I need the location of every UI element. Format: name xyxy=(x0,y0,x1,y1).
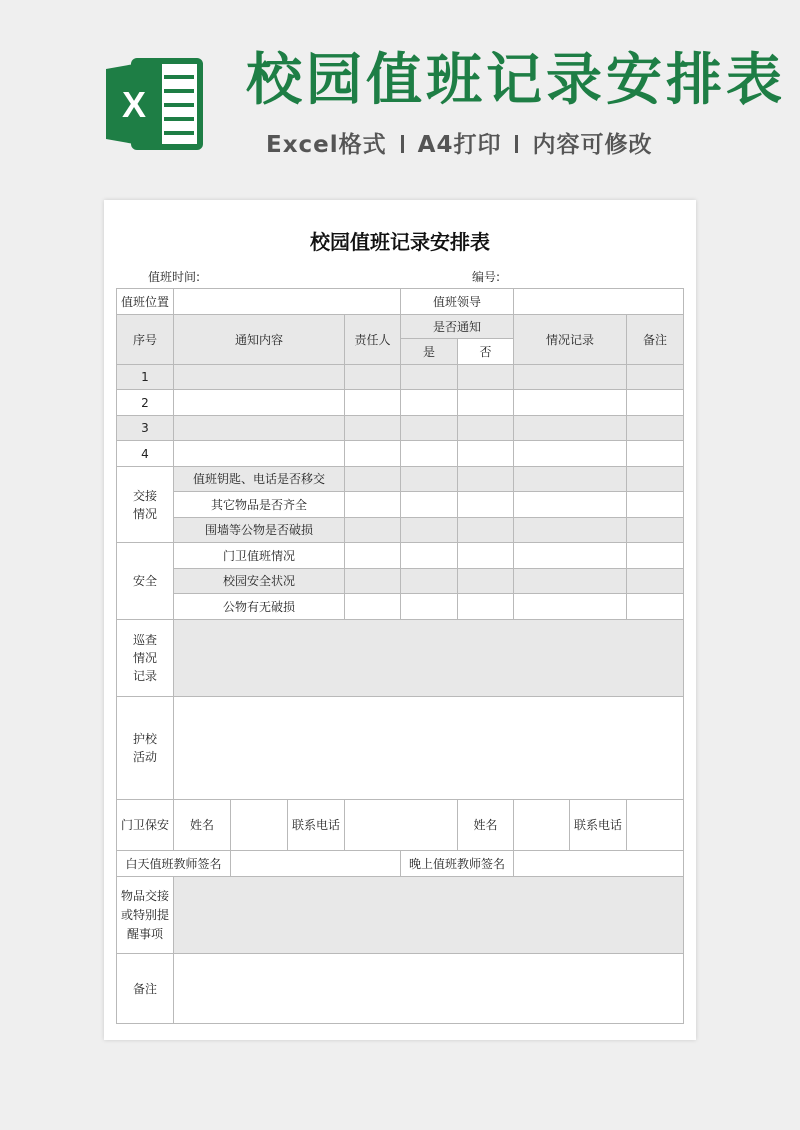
no-cell[interactable] xyxy=(458,543,514,569)
header-no: 否 xyxy=(458,339,514,365)
editable-tag: 内容可修改 xyxy=(532,132,653,158)
security-phone-label: 联系电话 xyxy=(288,800,345,851)
yes-cell[interactable] xyxy=(401,390,458,416)
document-title: 校园值班记录安排表 xyxy=(310,230,490,254)
yes-cell[interactable] xyxy=(401,365,458,390)
seq-cell: 4 xyxy=(117,441,174,467)
yes-cell[interactable] xyxy=(401,594,458,620)
owner-cell[interactable] xyxy=(345,569,401,594)
print-tag: A4打印 xyxy=(417,132,502,158)
yes-cell[interactable] xyxy=(401,441,458,467)
security-name-label: 姓名 xyxy=(174,800,231,851)
content-cell[interactable] xyxy=(174,441,345,467)
leader-label: 值班领导 xyxy=(401,289,514,315)
no-cell[interactable] xyxy=(458,441,514,467)
seq-cell: 1 xyxy=(117,365,174,390)
header-remark: 备注 xyxy=(627,315,684,365)
content-cell[interactable] xyxy=(174,365,345,390)
no-cell[interactable] xyxy=(458,390,514,416)
yes-cell[interactable] xyxy=(401,569,458,594)
security-phone-value-2[interactable] xyxy=(627,800,684,851)
header-record: 情况记录 xyxy=(514,315,627,365)
patrol-record-area[interactable] xyxy=(174,620,684,697)
day-sign-label: 白天值班教师签名 xyxy=(117,851,231,877)
record-cell[interactable] xyxy=(514,594,627,620)
remark-cell[interactable] xyxy=(627,492,684,518)
safety-label: 安全 xyxy=(117,543,174,620)
record-cell[interactable] xyxy=(514,441,627,467)
no-cell[interactable] xyxy=(458,416,514,441)
safety-item: 门卫值班情况 xyxy=(174,543,345,569)
header-yes: 是 xyxy=(401,339,458,365)
handover-label: 交接 情况 xyxy=(117,467,174,543)
owner-cell[interactable] xyxy=(345,416,401,441)
remark-area[interactable] xyxy=(174,954,684,1024)
handover-item: 其它物品是否齐全 xyxy=(174,492,345,518)
owner-cell[interactable] xyxy=(345,594,401,620)
logo-letter: X xyxy=(121,84,147,125)
banner-subtitle xyxy=(266,126,652,159)
record-cell[interactable] xyxy=(514,365,627,390)
no-cell[interactable] xyxy=(458,569,514,594)
record-cell[interactable] xyxy=(514,569,627,594)
record-cell[interactable] xyxy=(514,390,627,416)
remark-cell[interactable] xyxy=(627,518,684,543)
banner-title: 校园值班记录安排表 xyxy=(246,48,786,113)
security-name-label-2: 姓名 xyxy=(458,800,514,851)
yes-cell[interactable] xyxy=(401,518,458,543)
record-cell[interactable] xyxy=(514,416,627,441)
record-cell[interactable] xyxy=(514,543,627,569)
content-cell[interactable] xyxy=(174,390,345,416)
no-cell[interactable] xyxy=(458,365,514,390)
security-phone-value[interactable] xyxy=(345,800,458,851)
notes-area[interactable] xyxy=(174,877,684,954)
remark-label: 备注 xyxy=(117,954,174,1024)
header-owner: 责任人 xyxy=(345,315,401,365)
handover-item: 值班钥匙、电话是否移交 xyxy=(174,467,345,492)
no-cell[interactable] xyxy=(458,594,514,620)
leader-value[interactable] xyxy=(514,289,684,315)
record-cell[interactable] xyxy=(514,492,627,518)
remark-cell[interactable] xyxy=(627,365,684,390)
no-cell[interactable] xyxy=(458,467,514,492)
security-phone-label-2: 联系电话 xyxy=(570,800,627,851)
duty-table xyxy=(116,288,684,1024)
separator xyxy=(515,135,518,153)
record-cell[interactable] xyxy=(514,467,627,492)
seq-cell: 2 xyxy=(117,390,174,416)
header-seq: 序号 xyxy=(117,315,174,365)
duty-time-label: 值班时间: xyxy=(148,270,201,284)
guard-activity-label: 护校 活动 xyxy=(117,697,174,800)
day-sign-value[interactable] xyxy=(231,851,401,877)
safety-item: 校园安全状况 xyxy=(174,569,345,594)
security-name-value-2[interactable] xyxy=(514,800,570,851)
location-value[interactable] xyxy=(174,289,401,315)
owner-cell[interactable] xyxy=(345,492,401,518)
record-cell[interactable] xyxy=(514,518,627,543)
night-sign-label: 晚上值班教师签名 xyxy=(401,851,514,877)
safety-item: 公物有无破损 xyxy=(174,594,345,620)
remark-cell[interactable] xyxy=(627,467,684,492)
remark-cell[interactable] xyxy=(627,594,684,620)
remark-cell[interactable] xyxy=(627,569,684,594)
remark-cell[interactable] xyxy=(627,416,684,441)
yes-cell[interactable] xyxy=(401,416,458,441)
seq-cell: 3 xyxy=(117,416,174,441)
header-notified: 是否通知 xyxy=(401,315,514,339)
notes-label: 物品交接 或特别提 醒事项 xyxy=(117,877,174,954)
security-name-value[interactable] xyxy=(231,800,288,851)
format-tag: Excel格式 xyxy=(266,132,387,158)
remark-cell[interactable] xyxy=(627,441,684,467)
handover-item: 围墙等公物是否破损 xyxy=(174,518,345,543)
separator xyxy=(401,135,404,153)
yes-cell[interactable] xyxy=(401,543,458,569)
serial-number-label: 编号: xyxy=(472,270,501,284)
night-sign-value[interactable] xyxy=(514,851,684,877)
owner-cell[interactable] xyxy=(345,365,401,390)
excel-logo-icon xyxy=(104,55,204,153)
owner-cell[interactable] xyxy=(345,390,401,416)
no-cell[interactable] xyxy=(458,518,514,543)
security-label: 门卫保安 xyxy=(117,800,174,851)
owner-cell[interactable] xyxy=(345,441,401,467)
owner-cell[interactable] xyxy=(345,467,401,492)
remark-cell[interactable] xyxy=(627,390,684,416)
owner-cell[interactable] xyxy=(345,543,401,569)
header-content: 通知内容 xyxy=(174,315,345,365)
location-label: 值班位置 xyxy=(117,289,174,315)
guard-activity-area[interactable] xyxy=(174,697,684,800)
owner-cell[interactable] xyxy=(345,518,401,543)
yes-cell[interactable] xyxy=(401,492,458,518)
patrol-label: 巡查 情况 记录 xyxy=(117,620,174,697)
content-cell[interactable] xyxy=(174,416,345,441)
no-cell[interactable] xyxy=(458,492,514,518)
yes-cell[interactable] xyxy=(401,467,458,492)
document-sheet xyxy=(104,200,696,1040)
remark-cell[interactable] xyxy=(627,543,684,569)
